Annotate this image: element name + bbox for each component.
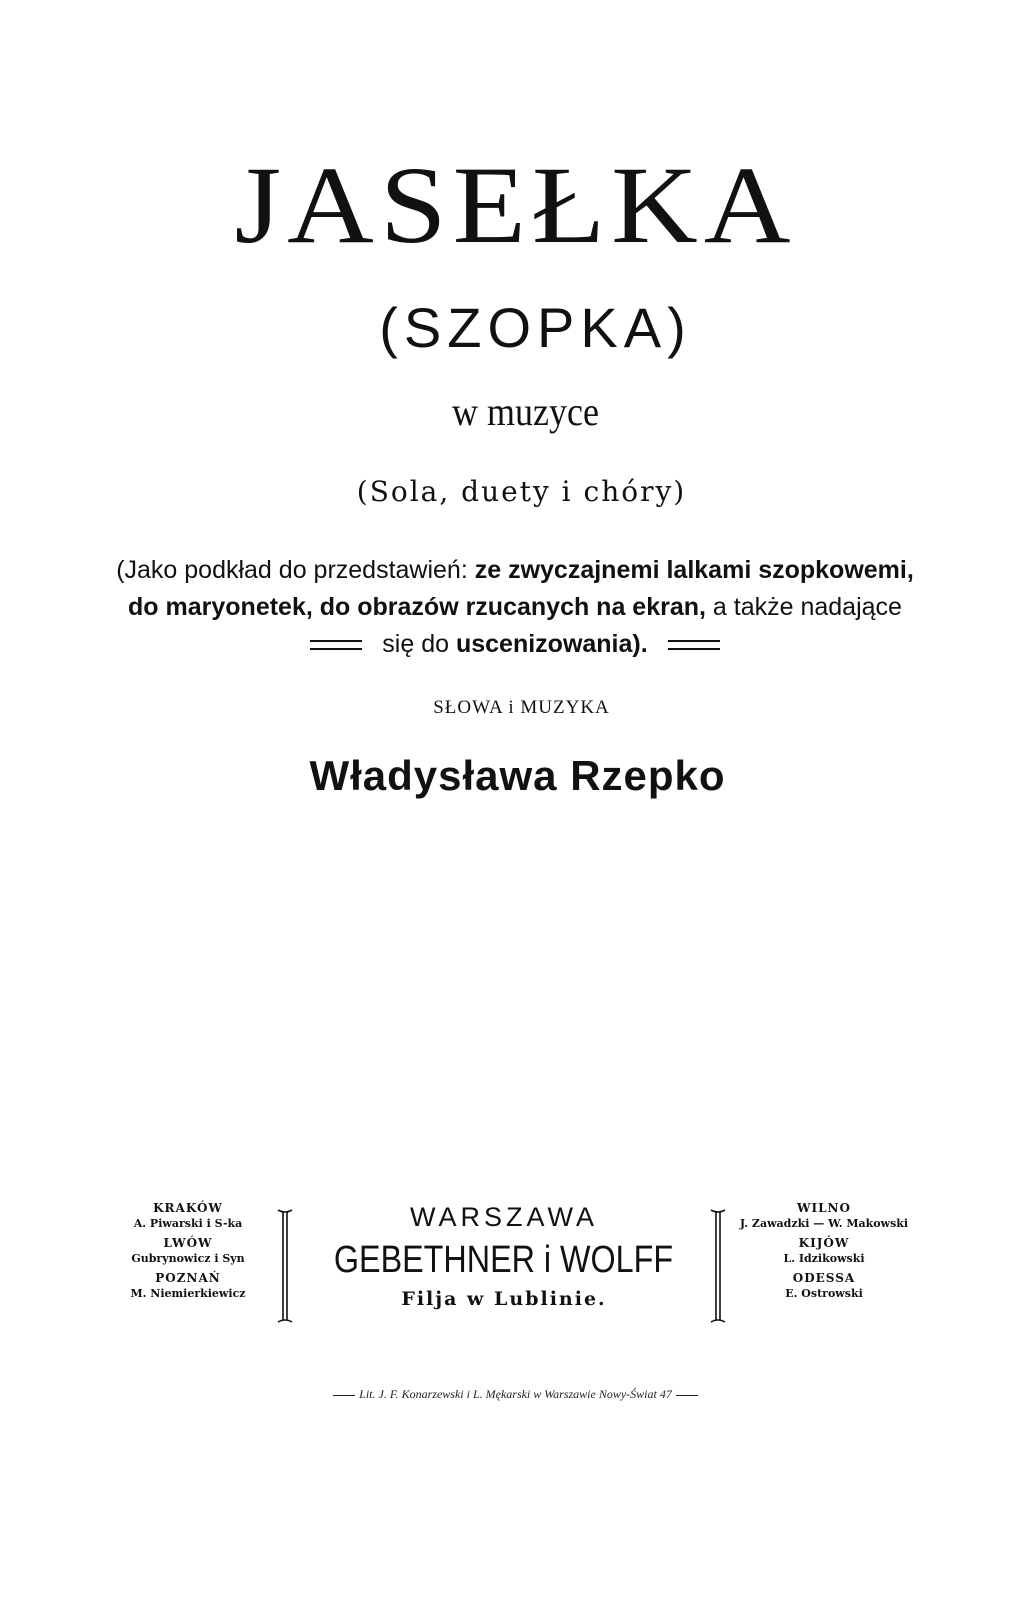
imprint-dash-right bbox=[676, 1395, 698, 1396]
column-bracket-left bbox=[276, 1208, 294, 1324]
seller-city: ODESSA bbox=[792, 1271, 856, 1285]
publisher-city: WARSZAWA bbox=[410, 1202, 598, 1232]
imprint-text: Lit. J. F. Konarzewski i L. Mękarski w Warszawie Nowy-Świat 47 bbox=[359, 1387, 672, 1401]
left-sellers bbox=[108, 1200, 268, 1302]
description-part-3: a także nadające bbox=[705, 593, 902, 621]
publisher-block bbox=[300, 1198, 708, 1314]
description bbox=[100, 552, 930, 663]
seller-name: M. Niemierkiewicz bbox=[130, 1287, 246, 1300]
seller-name: Gubrynowicz i Syn bbox=[131, 1252, 245, 1265]
description-part-1: (Jako podkład do przedstawień: bbox=[116, 556, 475, 584]
publisher-branch: Filja w Lublinie. bbox=[401, 1288, 607, 1310]
seller-name: E. Ostrowski bbox=[785, 1287, 863, 1300]
imprint-dash-left bbox=[333, 1395, 355, 1396]
double-rule-right bbox=[668, 640, 720, 650]
publisher-name: GEBETHNER i WOLFF bbox=[334, 1239, 674, 1281]
seller-city: POZNAŃ bbox=[155, 1271, 221, 1285]
seller-city: WILNO bbox=[797, 1201, 851, 1215]
seller-name: J. Zawadzki — W. Makowski bbox=[739, 1217, 909, 1230]
main-title: JASEŁKA bbox=[234, 143, 797, 266]
publisher-footer bbox=[0, 1198, 1031, 1338]
description-part-5: uscenizowania). bbox=[455, 630, 648, 658]
seller-city: KIJÓW bbox=[798, 1236, 850, 1250]
seller-name: L. Idzikowski bbox=[783, 1252, 865, 1265]
subtitle: (SZOPKA) bbox=[379, 296, 692, 359]
voices-line: (Sola, duety i chóry) bbox=[356, 475, 687, 508]
double-rule-left bbox=[310, 640, 362, 650]
seller-city: KRAKÓW bbox=[153, 1201, 223, 1215]
description-part-2: ze zwyczajnemi lalkami szopkowemi, do maryonetek, do obrazów rzucanych na ekran, bbox=[128, 556, 914, 621]
seller-name: A. Piwarski i S-ka bbox=[133, 1217, 243, 1230]
author-name: Władysława Rzepko bbox=[309, 752, 726, 799]
description-part-4: się do bbox=[382, 630, 456, 658]
seller-city: LWÓW bbox=[163, 1236, 213, 1250]
printer-imprint bbox=[0, 1386, 1031, 1402]
music-line: w muzyce bbox=[452, 389, 599, 434]
credit-label: SŁOWA i MUZYKA bbox=[433, 697, 610, 718]
right-sellers bbox=[724, 1200, 924, 1302]
